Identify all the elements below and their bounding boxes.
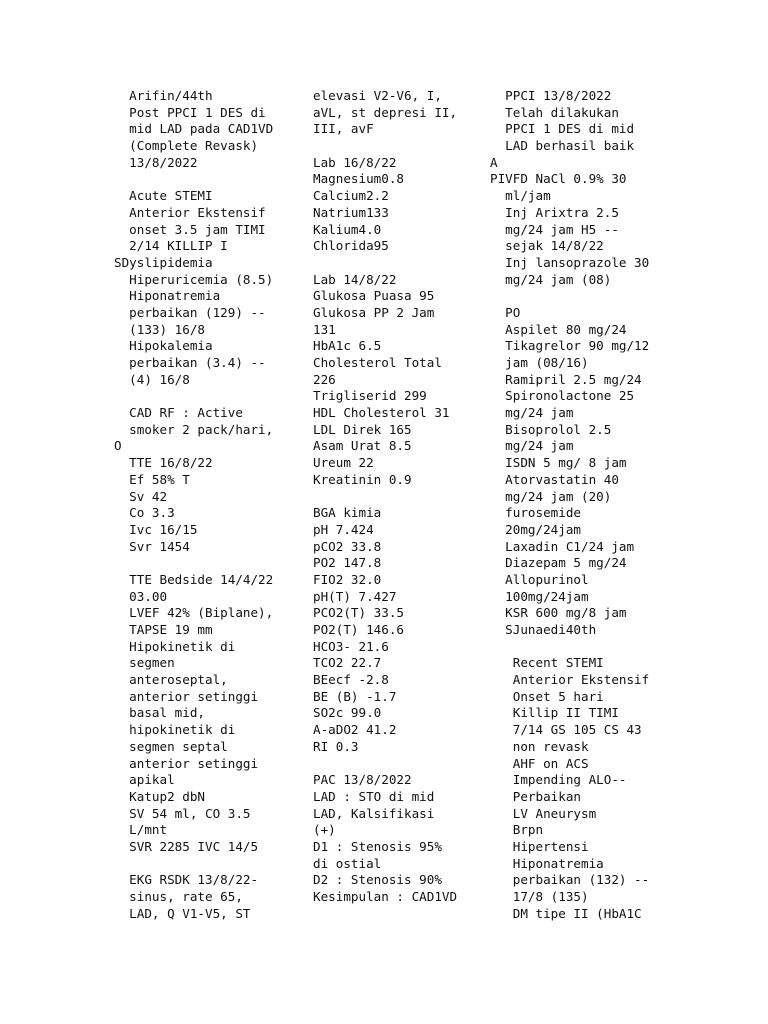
- text-line: Chlorida95: [313, 238, 389, 254]
- text-line: Hipokinetik di: [114, 638, 236, 654]
- text-line: Hiponatremia: [114, 288, 221, 304]
- text-line: (Complete Revask): [114, 138, 259, 154]
- text-line: Impending ALO--: [490, 772, 627, 788]
- text-line: TTE 16/8/22: [114, 455, 213, 471]
- text-line: aVL, st depresi II,: [313, 104, 458, 120]
- text-line: 226: [313, 371, 336, 387]
- text-line: segmen septal: [114, 738, 228, 754]
- text-line: HCO3- 21.6: [313, 638, 389, 654]
- column-right: [490, 88, 649, 922]
- text-line: 131: [313, 321, 336, 337]
- text-line: LAD : STO di mid: [313, 788, 435, 804]
- text-line: 13/8/2022: [114, 154, 198, 170]
- text-line: Allopurinol: [490, 571, 589, 587]
- text-line: [313, 489, 457, 506]
- text-line: LAD, Q V1-V5, ST: [114, 905, 251, 921]
- text-line: LVEF 42% (Biplane),: [114, 605, 274, 621]
- text-line: (+): [313, 822, 336, 838]
- text-line: DM tipe II (HbA1C: [490, 905, 642, 921]
- text-line: Lab 16/8/22: [313, 154, 397, 170]
- text-line: EKG RSDK 13/8/22-: [114, 872, 259, 888]
- text-line: SV 54 ml, CO 3.5: [114, 805, 251, 821]
- text-line: FIO2 32.0: [313, 571, 382, 587]
- text-line: III, avF: [313, 121, 374, 137]
- text-line: PO2(T) 146.6: [313, 622, 404, 637]
- text-line: BEecf -2.8: [313, 672, 389, 688]
- text-line: PPCI 13/8/2022: [490, 88, 612, 103]
- text-line: smoker 2 pack/hari,: [114, 421, 274, 437]
- text-line: perbaikan (129) --: [114, 304, 266, 320]
- text-line: Glukosa PP 2 Jam: [313, 304, 435, 320]
- text-line: Asam Urat 8.5: [313, 438, 412, 454]
- text-line: TAPSE 19 mm: [114, 622, 213, 637]
- text-line: TCO2 22.7: [313, 655, 382, 671]
- text-line: LAD berhasil baik: [490, 138, 635, 154]
- text-line: A: [490, 154, 498, 170]
- text-line: KSR 600 mg/8 jam: [490, 605, 627, 621]
- text-line: Onset 5 hari: [490, 688, 604, 704]
- text-line: Spironolactone 25: [490, 388, 635, 404]
- text-line: Katup2 dbN: [114, 788, 205, 804]
- text-line: anterior setinggi: [114, 688, 259, 704]
- text-line: Kalium4.0: [313, 221, 382, 237]
- text-line: ISDN 5 mg/ 8 jam: [490, 455, 627, 471]
- text-line: Recent STEMI: [490, 655, 604, 671]
- text-line: (4) 16/8: [114, 371, 190, 387]
- text-line: Post PPCI 1 DES di: [114, 104, 266, 120]
- text-line: Telah dilakukan: [490, 104, 619, 120]
- text-line: Kesimpulan : CAD1VD: [313, 889, 458, 904]
- text-line: Killip II TIMI: [490, 705, 619, 721]
- text-line: Brpn: [490, 822, 544, 838]
- text-line: 03.00: [114, 588, 168, 604]
- text-line: Inj lansoprazole 30: [490, 254, 650, 270]
- text-line: LAD, Kalsifikasi: [313, 805, 435, 821]
- text-line: SDyslipidemia: [114, 254, 213, 270]
- text-line: 100mg/24jam: [490, 588, 589, 604]
- text-line: pH 7.424: [313, 521, 374, 537]
- text-line: TTE Bedside 14/4/22: [114, 571, 274, 587]
- text-line: L/mnt: [114, 822, 168, 838]
- text-line: Ivc 16/15: [114, 521, 198, 537]
- text-line: PO: [490, 304, 521, 320]
- text-line: BGA kimia: [313, 505, 382, 521]
- text-line: [114, 856, 273, 873]
- text-line: Sv 42: [114, 488, 168, 504]
- text-line: [114, 555, 273, 572]
- text-line: [114, 388, 273, 405]
- text-line: Arifin/44th: [114, 88, 213, 103]
- text-line: Cholesterol Total: [313, 355, 442, 370]
- text-line: [490, 288, 649, 305]
- text-line: Magnesium0.8: [313, 171, 404, 187]
- text-line: (133) 16/8: [114, 321, 205, 337]
- text-line: Inj Arixtra 2.5: [490, 204, 619, 220]
- text-line: furosemide: [490, 505, 581, 521]
- text-line: PO2 147.8: [313, 555, 382, 571]
- text-line: SVR 2285 IVC 14/5: [114, 838, 259, 854]
- text-line: PIVFD NaCl 0.9% 30: [490, 171, 627, 187]
- text-line: Atorvastatin 40: [490, 471, 619, 487]
- text-line: perbaikan (132) --: [490, 872, 650, 888]
- text-line: 17/8 (135): [490, 889, 589, 904]
- column-left: [114, 88, 273, 922]
- text-line: Anterior Ekstensif: [114, 204, 266, 220]
- text-line: 2/14 KILLIP I: [114, 238, 228, 254]
- text-line: Lab 14/8/22: [313, 271, 397, 287]
- text-line: [490, 639, 649, 656]
- text-line: PPCI 1 DES di mid: [490, 121, 635, 137]
- text-line: Calcium2.2: [313, 188, 389, 204]
- text-line: LDL Direk 165: [313, 421, 412, 437]
- text-line: Natrium133: [313, 204, 389, 220]
- text-line: Tikagrelor 90 mg/12: [490, 338, 650, 354]
- text-line: basal mid,: [114, 705, 205, 721]
- text-line: SJunaedi40th: [490, 622, 597, 637]
- text-line: apikal: [114, 772, 175, 788]
- text-line: Perbaikan: [490, 788, 581, 804]
- text-line: [313, 756, 457, 773]
- text-line: mg/24 jam H5 --: [490, 221, 619, 237]
- text-line: perbaikan (3.4) --: [114, 355, 266, 370]
- text-line: D1 : Stenosis 95%: [313, 838, 442, 854]
- text-line: Svr 1454: [114, 538, 190, 554]
- text-line: Anterior Ekstensif: [490, 672, 650, 688]
- text-line: onset 3.5 jam TIMI: [114, 221, 266, 237]
- text-line: Ramipril 2.5 mg/24: [490, 371, 642, 387]
- text-line: HDL Cholesterol 31: [313, 405, 450, 421]
- text-line: PAC 13/8/2022: [313, 772, 412, 788]
- text-line: D2 : Stenosis 90%: [313, 872, 442, 888]
- text-line: pH(T) 7.427: [313, 588, 397, 604]
- text-line: Ureum 22: [313, 455, 374, 471]
- text-line: [114, 171, 273, 188]
- text-line: Co 3.3: [114, 505, 175, 521]
- text-line: mg/24 jam: [490, 405, 574, 421]
- text-line: 20mg/24jam: [490, 521, 581, 537]
- text-line: SO2c 99.0: [313, 705, 382, 721]
- text-line: RI 0.3: [313, 738, 359, 754]
- text-line: Ef 58% T: [114, 471, 190, 487]
- text-line: [313, 255, 457, 272]
- text-line: Bisoprolol 2.5: [490, 421, 612, 437]
- text-line: sejak 14/8/22: [490, 238, 604, 254]
- text-line: non revask: [490, 738, 589, 754]
- text-line: O: [114, 438, 122, 454]
- text-line: Hipertensi: [490, 838, 589, 854]
- text-line: sinus, rate 65,: [114, 889, 243, 904]
- text-line: hipokinetik di: [114, 722, 236, 738]
- text-line: ml/jam: [490, 188, 551, 204]
- text-line: anteroseptal,: [114, 672, 228, 688]
- text-line: anterior setinggi: [114, 755, 259, 771]
- text-line: HbA1c 6.5: [313, 338, 382, 354]
- text-line: pCO2 33.8: [313, 538, 382, 554]
- text-line: A-aDO2 41.2: [313, 722, 397, 738]
- text-line: CAD RF : Active: [114, 405, 243, 421]
- text-line: Acute STEMI: [114, 188, 213, 204]
- text-line: Trigliserid 299: [313, 388, 427, 404]
- text-line: jam (08/16): [490, 355, 589, 370]
- text-line: Hiponatremia: [490, 855, 604, 871]
- text-line: Hiperuricemia (8.5): [114, 271, 274, 287]
- text-line: Aspilet 80 mg/24: [490, 321, 627, 337]
- text-line: Kreatinin 0.9: [313, 471, 412, 487]
- text-line: Hipokalemia: [114, 338, 213, 354]
- text-line: AHF on ACS: [490, 755, 589, 771]
- text-line: 7/14 GS 105 CS 43: [490, 722, 642, 738]
- text-line: BE (B) -1.7: [313, 688, 397, 704]
- text-line: PCO2(T) 33.5: [313, 605, 404, 621]
- text-line: mg/24 jam (20): [490, 488, 612, 504]
- text-line: elevasi V2-V6, I,: [313, 88, 442, 103]
- text-line: Diazepam 5 mg/24: [490, 555, 627, 571]
- text-line: mg/24 jam (08): [490, 271, 612, 287]
- column-middle: [313, 88, 457, 906]
- text-line: segmen: [114, 655, 175, 671]
- text-line: mid LAD pada CAD1VD: [114, 121, 274, 137]
- text-line: mg/24 jam: [490, 438, 574, 454]
- text-line: [313, 138, 457, 155]
- text-line: di ostial: [313, 855, 382, 871]
- text-line: Laxadin C1/24 jam: [490, 538, 635, 554]
- text-line: LV Aneurysm: [490, 805, 597, 821]
- text-line: Glukosa Puasa 95: [313, 288, 435, 304]
